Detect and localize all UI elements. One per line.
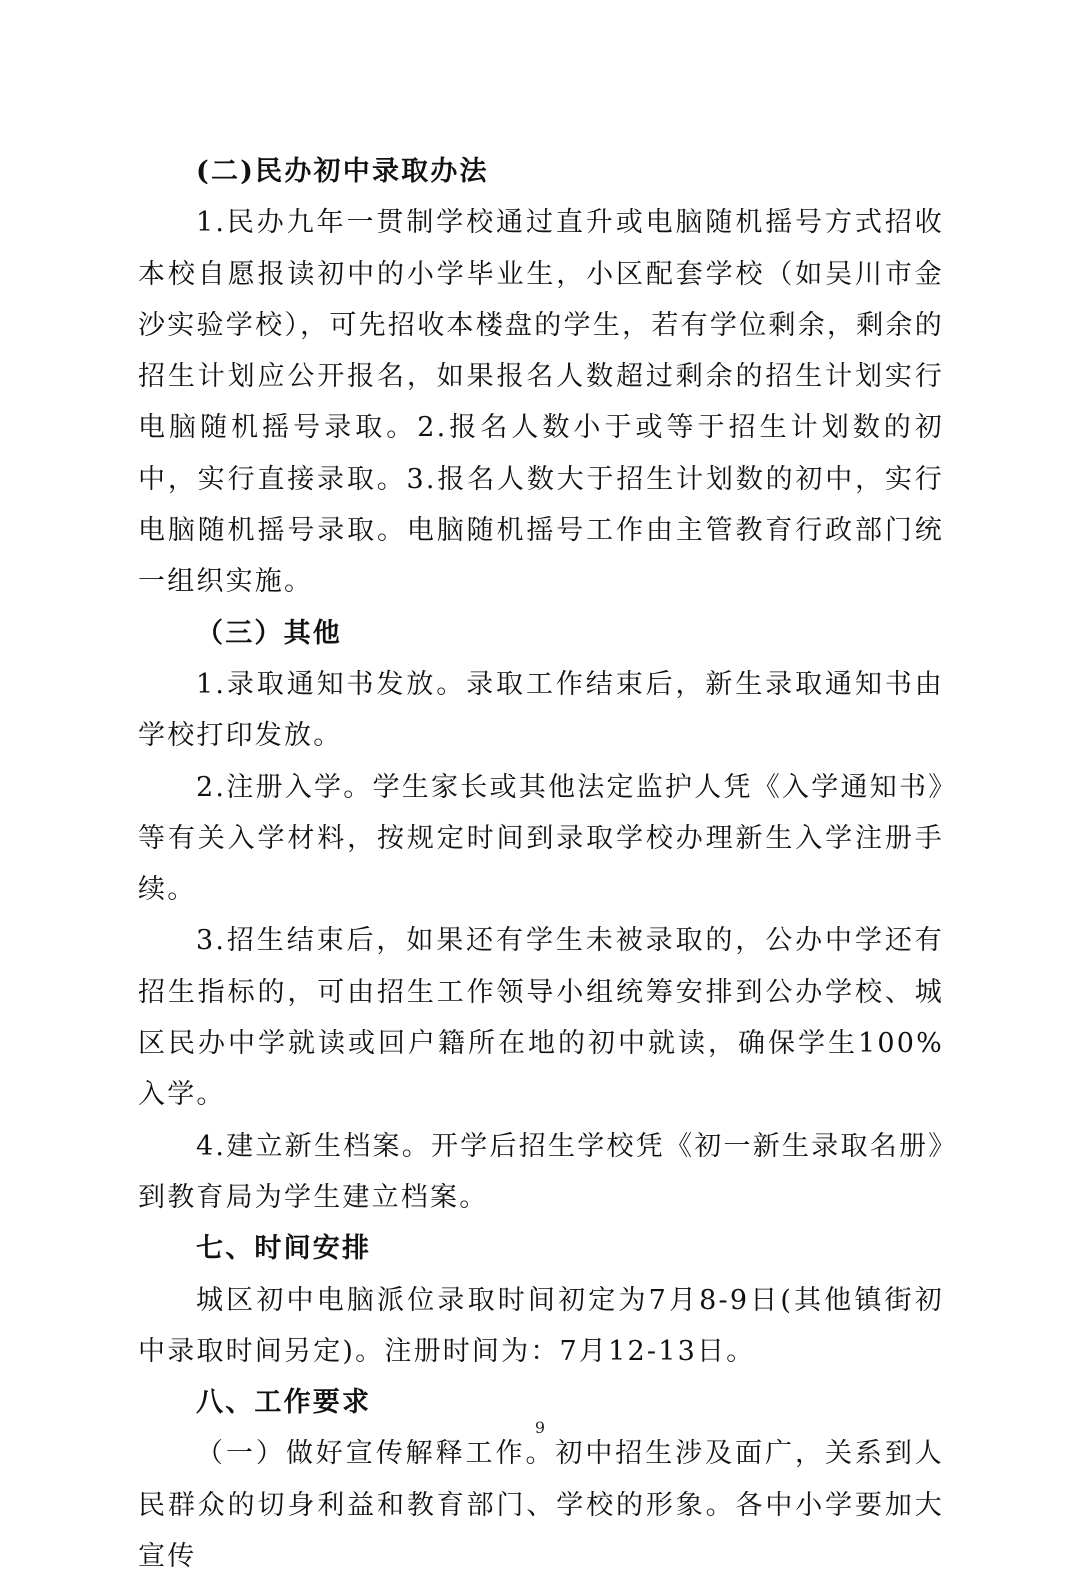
section-heading-work-requirements: 八、工作要求 <box>196 1387 372 1419</box>
document-body <box>138 146 944 1582</box>
section-heading-schedule: 七、时间安排 <box>196 1233 372 1265</box>
paragraph-registration: 2.注册入学。学生家长或其他法定监护人凭《入学通知书》等有关入学材料，按规定时间到录取学校办理新生入学注册手续。 <box>138 771 944 906</box>
page-number: 9 <box>534 1418 546 1437</box>
section-heading-other: （三）其他 <box>196 617 342 649</box>
paragraph-admission-notice: 1.录取通知书发放。录取工作结束后，新生录取通知书由学校打印发放。 <box>138 668 944 752</box>
paragraph-publicity: （一）做好宣传解释工作。初中招生涉及面广，关系到人民群众的切身利益和教育部门、学校的形象。各中小学要加大宣传 <box>138 1438 944 1573</box>
section-heading-private-junior-admission: (二)民办初中录取办法 <box>196 156 489 187</box>
paragraph-student-records: 4.建立新生档案。开学后招生学校凭《初一新生录取名册》到教育局为学生建立档案。 <box>138 1130 944 1213</box>
paragraph-private-admission-rules: 1.民办九年一贯制学校通过直升或电脑随机摇号方式招收本校自愿报读初中的小学毕业生，小区配套学校（如吴川市金沙实验学校），可先招收本楼盘的学生，若有学位剩余，剩余的招生计划应公开报名，如果报名人数超过剩余的招生计划实行电脑随机摇号录取。2.报名人数小于或等于招生计划数的初中，实行直接录取。3.报名人数大于招生计划数的初中，实行电脑随机摇号录取。电脑随机摇号工作由主管教育行政部门统一组织实施。 <box>138 207 944 598</box>
paragraph-schedule: 城区初中电脑派位录取时间初定为7月8-9日(其他镇街初中录取时间另定)。注册时间为：7月12-13日。 <box>138 1284 944 1367</box>
paragraph-unadmitted-students: 3.招生结束后，如果还有学生未被录取的，公办中学还有招生指标的，可由招生工作领导小组统筹安排到公办学校、城区民办中学就读或回户籍所在地的初中就读，确保学生100%入学。 <box>138 925 944 1111</box>
